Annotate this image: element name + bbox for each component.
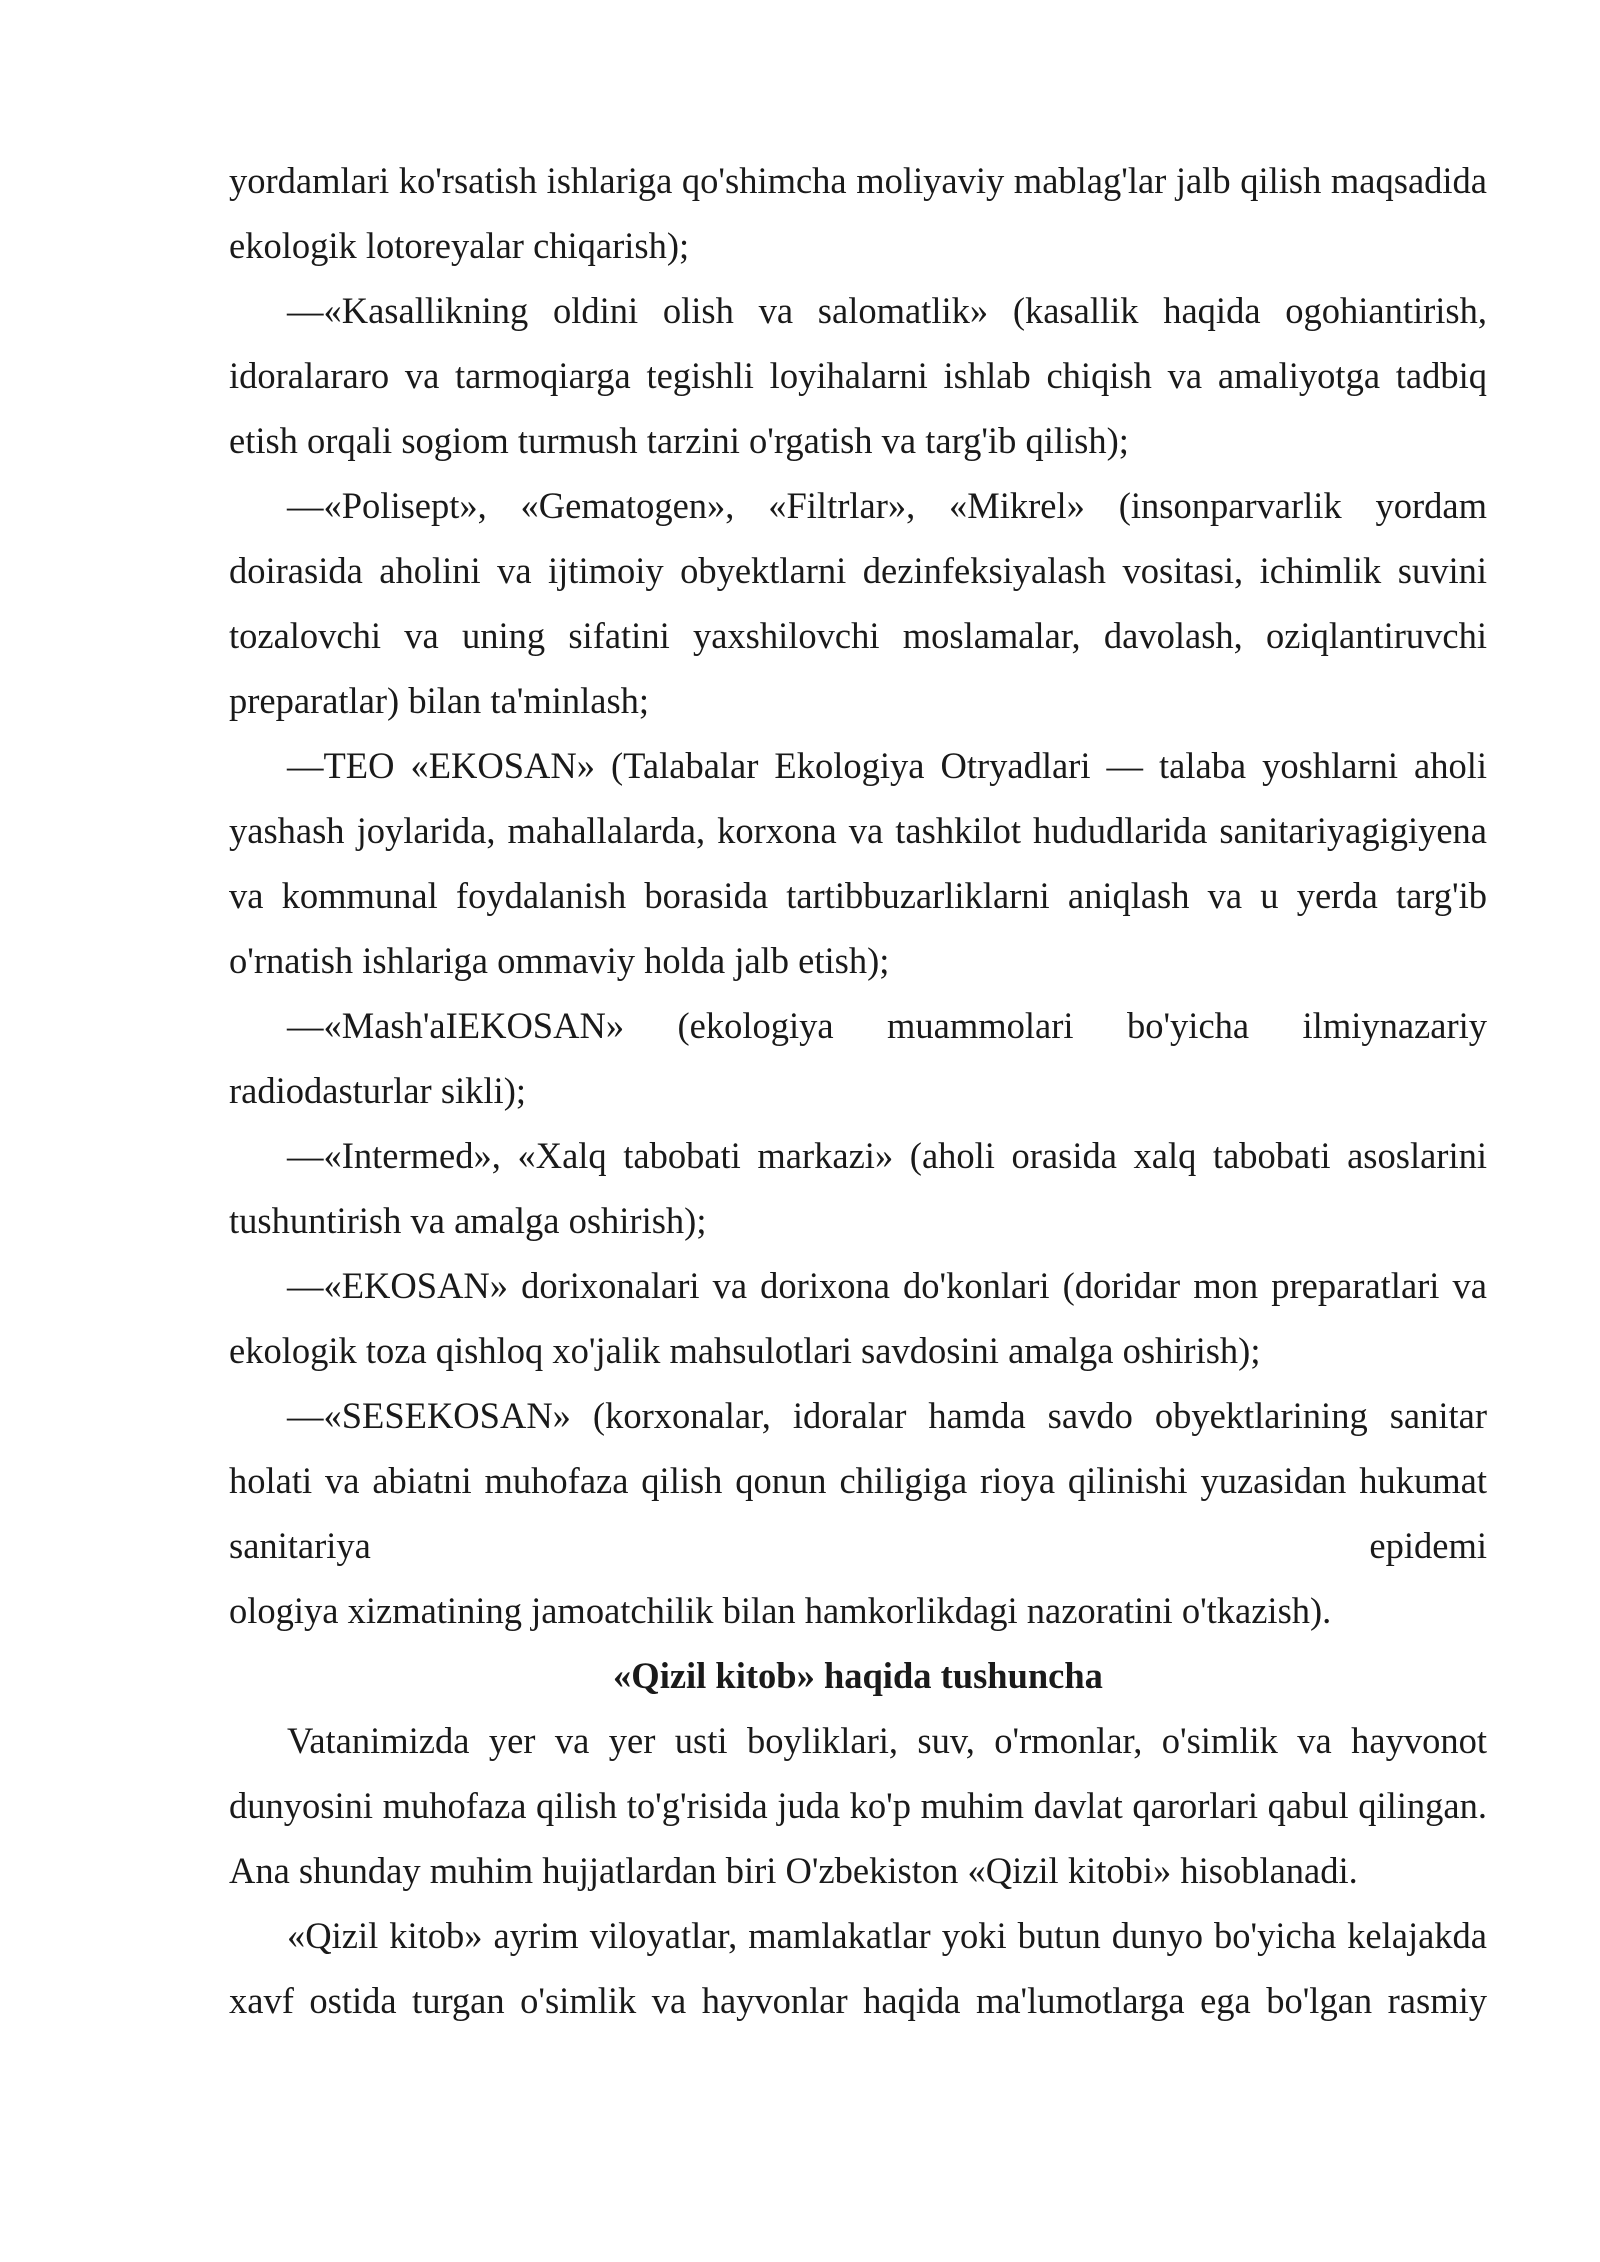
paragraph-ekosan-pharmacies: —«EKOSAN» dorixonalari va dorixona do'konlari (doridar mon preparatlari va ekologik toza qishloq xo'jalik mahsulotlari savdosini amalga oshirish); xyxy=(229,1265,1487,1371)
paragraph-polisept: —«Polisept», «Gematogen», «Filtrlar», «Mikrel» (insonparvarlik yordam doirasida aholini va ijtimoiy obyektlarni dezinfeksiyalash vositasi, ichimlik suvini tozalovchi va uning sifatini yaxshilovchi moslamalar, davolash, oziqlantiruvchi preparatlar) bilan ta'minlash; xyxy=(229,485,1487,721)
paragraph-lottery-continuation: yordamlari ko'rsatish ishlariga qo'shimcha moliyaviy mablag'lar jalb qilish maqsadida ekologik lotoreyalar chiqarish); xyxy=(229,160,1487,266)
paragraph-intermed: —«Intermed», «Xalq tabobati markazi» (aholi orasida xalq tabobati asoslarini tushuntirish va amalga oshirish); xyxy=(229,1135,1487,1241)
paragraph-red-book-definition: «Qizil kitob» ayrim viloyatlar, mamlakatlar yoki butun dunyo bo'yicha kelajakda xavf ostida turgan o'simlik va hayvonlar haqida ma'lumotlarga ega bo'lgan rasmiy xyxy=(229,1915,1487,2021)
paragraph-mashal-ekosan: —«Mash'aIEKOSAN» (ekologiya muammolari bo'yicha ilmiynazariy radiodasturlar sikli); xyxy=(229,1005,1487,1111)
document-page xyxy=(229,148,1487,2033)
paragraph-sesekosan: —«SESEKOSAN» (korxonalar, idoralar hamda savdo obyektlarining sanitar holati va abiatni muhofaza qilish qonun chiligiga rioya qilinishi yuzasidan hukumat sanitariya epidemi xyxy=(229,1395,1487,1566)
paragraph-disease-prevention: —«Kasallikning oldini olish va salomatlik» (kasallik haqida ogohiantirish, idoralararo va tarmoqiarga tegishli loyihalarni ishlab chiqish va amaliyotga tadbiq etish orqali sogiom turmush tarzini o'rgatish va targ'ib qilish); xyxy=(229,290,1487,461)
paragraph-red-book-intro: Vatanimizda yer va yer usti boyliklari, suv, o'rmonlar, o'simlik va hayvonot dunyosini muhofaza qilish to'g'risida juda ko'p muhim davlat qarorlari qabul qilingan. Ana shunday muhim hujjatlardan biri O'zbekiston «Qizil kitobi» hisoblanadi. xyxy=(229,1720,1487,1891)
paragraph-sesekosan-tail: ologiya xizmatining jamoatchilik bilan hamkorlikdagi nazoratini o'tkazish). xyxy=(229,1590,1332,1631)
paragraph-teo-ekosan: —TEO «EKOSAN» (Talabalar Ekologiya Otryadlari — talaba yoshlarni aholi yashash joylarida, mahallalarda, korxona va tashkilot hududlarida sanitariyagigiyena va kommunal foydalanish borasida tartibbuzarliklarni aniqlash va u yerda targ'ib o'rnatish ishlariga ommaviy holda jalb etish); xyxy=(229,745,1487,981)
section-heading: «Qizil kitob» haqida tushuncha xyxy=(613,1655,1103,1696)
